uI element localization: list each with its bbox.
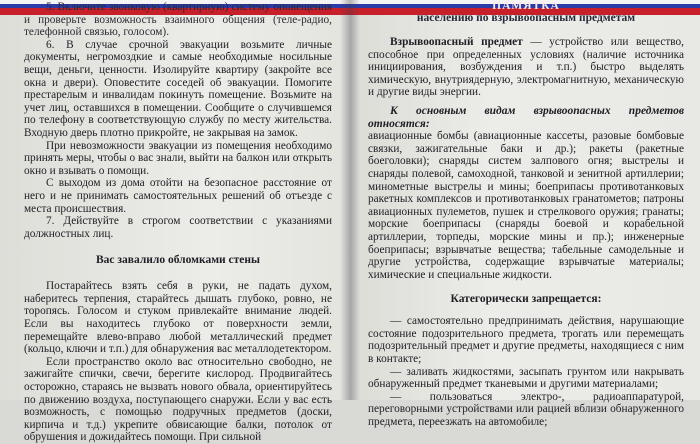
definition-text: — устройство или вещество, способное при определенных условиях (наличие источника инициирования, возбуждения и т.п.) быстро выделять химическую, внутриядерную, электромагнитную, механическую и другие виды энергии.: [368, 36, 684, 99]
definition-paragraph: [368, 36, 684, 99]
paragraph-7: 7. Действуйте в строгом соответствии с указаниями должностных лиц.: [24, 215, 332, 240]
forbidden-heading: Категорически запрещается:: [450, 293, 602, 306]
book-spine: [340, 0, 360, 400]
forbidden-item-1: — самостоятельно предпринимать действия, нарушающие состояние подозрительного предмета, трогать или перемещать подозрительный предмет и другие предметы, находящиеся с ним в контакте;: [368, 315, 684, 366]
section-heading-debris: Вас завалило обломками стены: [95, 254, 260, 267]
memo-subtitle: населению по взрывоопасным предметам: [416, 12, 636, 24]
paragraph-stay-calm: Постарайтесь взять себя в руки, не падать духом, наберитесь терпения, старайтесь дышать глубоко, ровно, не торопясь. Голосом и стуком привлекайте внимание людей. Если вы находитесь глубоко от поверхности земли, перемещайте влево-вправо любой металлический предмет (кольцо, ключи и т.п.) для обнаружения вас металлодетектором.: [24, 280, 332, 356]
memo-header: [368, 0, 684, 24]
forbidden-item-2: — заливать жидкостями, засыпать грунтом или накрывать обнаруженный предмет тканевыми и другими материалами;: [368, 365, 684, 391]
memo-title: ПАМЯТКА: [492, 0, 560, 12]
types-heading: К основным видам взрывоопасных предметов относятся:: [368, 104, 684, 130]
forbidden-item-3: — пользоваться электро-, радиоаппаратурой, переговорными устройствами или рацией вблизи обнаруженного предмета, переезжать на автомобиле;: [368, 390, 684, 429]
paragraph-5: 5. Включите звонковую (квартирную) систему оповещения и проверьте возможность взаимного общения (теле-радио, телефонной связью, голосом).: [24, 1, 332, 39]
types-list: авиационные бомбы (авиационные кассеты, разовые бомбовые связки, зажигательные баки и др.); ракеты (ракетные боеголовки); снаряды систем залпового огня; выстрелы и снаряды полевой, самоходной, танковой и зенитной артиллерии; минометные выстрелы и мины; боеприпасы противотанковых ракетных комплексов и противотанковых гранатометов; патроны авиационных пулеметов, пушек и стрелкового оружия; гранаты; морские боеприпасы (снаряды боевой и корабельной артиллерии, торпеды, морские мины и пр.); инженерные боеприпасы; взрывчатые вещества; табельные самодельные и другие устройства, содержащие взрывчатые материалы; химические и специальные жидкости.: [368, 130, 684, 281]
paragraph-6: 6. В случае срочной эвакуации возьмите личные документы, негромоздкие и самые необходимые носильные вещи, деньги, ценности. Изолируйте квартиру (закройте все окна и двери). Оповестите соседей об эвакуации. Помогите престарелым и инвалидам покинуть помещение. Возьмите на учет лиц, оставшихся в помещении. Сообщите о случившемся по телефону в соответствующую службу по месту жительства. Входную дверь плотно прикройте, не закрывая на замок.: [24, 38, 332, 139]
definition-term: Взрывоопасный предмет: [390, 36, 523, 48]
paragraph-evacuation-impossible: При невозможности эвакуации из помещения необходимо принять меры, чтобы о вас знали, выйти на балкон или открыть окно и взывать о помощи.: [24, 139, 332, 177]
right-page: [350, 0, 700, 429]
paragraph-free-space: Если пространство около вас относительно свободно, не зажигайте спички, свечи, берегите кислород. Продвигайтесь осторожно, стараясь не вызвать нового обвала, ориентируйтесь по движению воздуха, поступающего снаружи. Если у вас есть возможность, с помощью подручных предметов (доски, кирпича и т.д.) укрепите обвисающие балки, потолок от обрушения и дожидайтесь помощи. При сильной: [24, 355, 332, 444]
paragraph-exit-house: С выходом из дома отойти на безопасное расстояние от него и не принимать самостоятельных решений об отъезде с места происшествия.: [24, 177, 332, 215]
